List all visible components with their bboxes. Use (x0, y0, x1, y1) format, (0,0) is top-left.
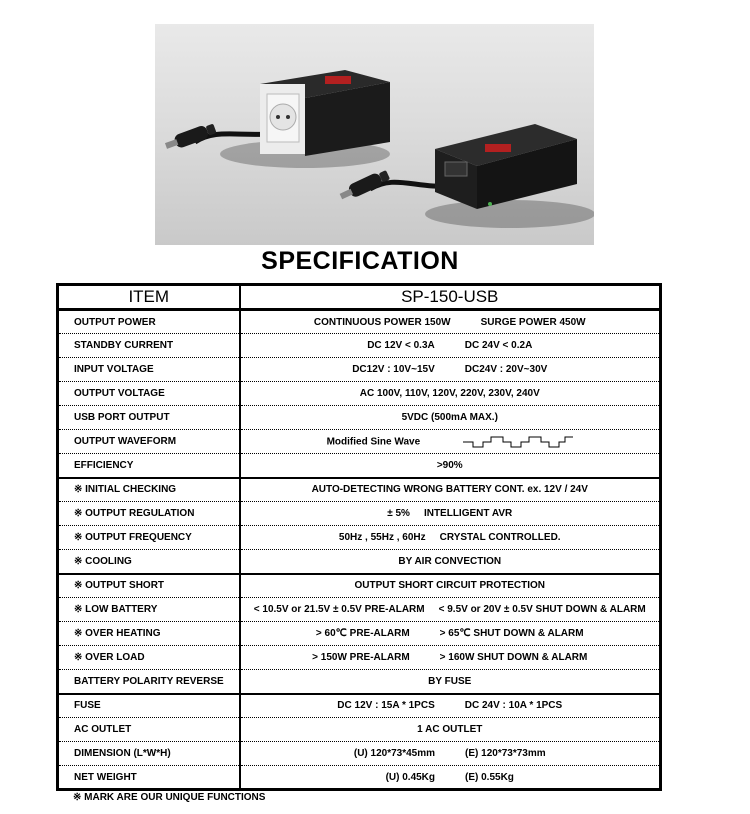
row-value: (U) 120*73*45mm (E) 120*73*73mm (240, 742, 661, 766)
row-label: STANDBY CURRENT (58, 334, 240, 358)
table-row (58, 742, 661, 766)
row-label: NET WEIGHT (58, 766, 240, 790)
row-value: < 10.5V or 21.5V ± 0.5V PRE-ALARM < 9.5V or 20V ± 0.5V SHUT DOWN & ALARM (240, 598, 661, 622)
row-value: Modified Sine Wave (240, 430, 661, 454)
row-label: FUSE (58, 694, 240, 718)
product-photo (155, 24, 594, 245)
row-value: >90% (240, 454, 661, 478)
spec-table (56, 283, 662, 791)
row-label: ※ COOLING (58, 550, 240, 574)
row-label: BATTERY POLARITY REVERSE (58, 670, 240, 694)
row-label: ※ LOW BATTERY (58, 598, 240, 622)
table-row (58, 694, 661, 718)
table-row (58, 430, 661, 454)
table-row (58, 358, 661, 382)
row-value: DC 12V : 15A * 1PCS DC 24V : 10A * 1PCS (240, 694, 661, 718)
table-row (58, 334, 661, 358)
item-header: ITEM (58, 285, 240, 310)
model-header: SP-150-USB (240, 285, 661, 310)
row-value: ± 5% INTELLIGENT AVR (240, 502, 661, 526)
table-row (58, 406, 661, 430)
row-value: > 150W PRE-ALARM > 160W SHUT DOWN & ALARM (240, 646, 661, 670)
footnote: ※ MARK ARE OUR UNIQUE FUNCTIONS (73, 792, 266, 803)
table-row (58, 670, 661, 694)
inverter-illustration (155, 24, 594, 245)
table-row (58, 550, 661, 574)
table-row (58, 454, 661, 478)
row-label: INPUT VOLTAGE (58, 358, 240, 382)
row-label: OUTPUT VOLTAGE (58, 382, 240, 406)
row-value: 1 AC OUTLET (240, 718, 661, 742)
table-row (58, 382, 661, 406)
row-label: OUTPUT POWER (58, 310, 240, 334)
modified-sine-wave-icon (463, 435, 573, 449)
table-header-row (58, 285, 661, 310)
row-value: AUTO-DETECTING WRONG BATTERY CONT. ex. 12V / 24V (240, 478, 661, 502)
row-value: 50Hz , 55Hz , 60Hz CRYSTAL CONTROLLED. (240, 526, 661, 550)
row-label: OUTPUT WAVEFORM (58, 430, 240, 454)
page-title: SPECIFICATION (261, 247, 459, 275)
row-value: BY FUSE (240, 670, 661, 694)
row-label: ※ OUTPUT REGULATION (58, 502, 240, 526)
row-value: OUTPUT SHORT CIRCUIT PROTECTION (240, 574, 661, 598)
table-row (58, 478, 661, 502)
row-label: ※ OUTPUT SHORT (58, 574, 240, 598)
row-label: EFFICIENCY (58, 454, 240, 478)
table-row (58, 766, 661, 790)
table-row (58, 502, 661, 526)
row-label: ※ OVER HEATING (58, 622, 240, 646)
row-label: ※ OVER LOAD (58, 646, 240, 670)
row-value: BY AIR CONVECTION (240, 550, 661, 574)
row-value: DC 12V < 0.3A DC 24V < 0.2A (240, 334, 661, 358)
row-value: (U) 0.45Kg (E) 0.55Kg (385, 771, 514, 783)
row-label: DIMENSION (L*W*H) (58, 742, 240, 766)
row-label: ※ OUTPUT FREQUENCY (58, 526, 240, 550)
table-row (58, 574, 661, 598)
table-row (58, 646, 661, 670)
table-row (58, 718, 661, 742)
row-value: DC12V : 10V~15V DC24V : 20V~30V (240, 358, 661, 382)
table-row (58, 622, 661, 646)
row-value: 5VDC (500mA MAX.) (240, 406, 661, 430)
row-label: ※ INITIAL CHECKING (58, 478, 240, 502)
table-row (58, 598, 661, 622)
row-value: CONTINUOUS POWER 150W SURGE POWER 450W (240, 310, 661, 334)
table-row (58, 310, 661, 334)
row-label: AC OUTLET (58, 718, 240, 742)
table-row (58, 526, 661, 550)
row-value: AC 100V, 110V, 120V, 220V, 230V, 240V (240, 382, 661, 406)
row-label: USB PORT OUTPUT (58, 406, 240, 430)
row-value: > 60℃ PRE-ALARM > 65℃ SHUT DOWN & ALARM (240, 622, 661, 646)
